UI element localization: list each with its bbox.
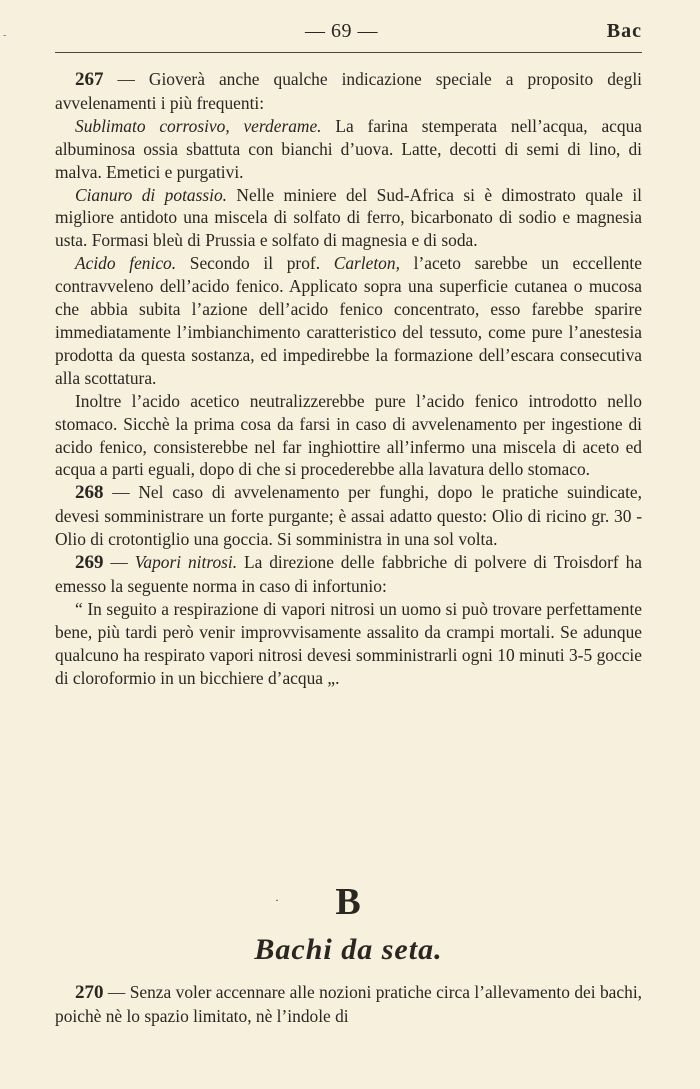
entry-heading: Vapori nitrosi. xyxy=(134,552,238,573)
entry-number: 267 xyxy=(75,69,104,90)
paragraph-text: — Nel caso di avvelenamento per funghi, dopo le pratiche suindicate, devesi somministrare un forte purgante; è assai adatto questo: Olio di ricino gr. 30 - Olio di crotontiglio una goccia. Si somministra in una sol volta. xyxy=(55,482,642,550)
paragraph-cianuro xyxy=(55,184,642,253)
paragraph-text: Secondo il prof. xyxy=(176,253,334,274)
entry-heading: Cianuro di potassio. xyxy=(75,184,228,205)
paragraph-quote xyxy=(55,598,642,690)
paragraph-text: Inoltre l’acido acetico neutralizzerebbe pure l’acido fenico introdotto nello stomaco. Sicchè la prima cosa da farsi in caso di avvelenamento per ingestione di acido fenico, consisterebbe nel far inghiottire all’infermo una miscela di aceto ed acqua a parti eguali, dopo di che si procederebbe alla lavatura dello stomaco. xyxy=(55,390,642,480)
decorative-dot: · xyxy=(275,893,279,907)
entry-number: 268 xyxy=(75,482,104,504)
entry-number: 269 xyxy=(75,552,104,574)
person-name: Carleton, xyxy=(333,253,400,274)
paragraph-text: — Senza voler accennare alle nozioni pratiche circa l’allevamento dei bachi, poichè nè lo spazio limitato, nè l’indole di xyxy=(55,982,642,1026)
header-rule xyxy=(55,52,642,53)
body-text xyxy=(55,68,642,689)
body-text-continued xyxy=(55,981,642,1028)
section-title: Bachi da seta. xyxy=(254,933,443,966)
running-head: Bac xyxy=(606,20,642,42)
margin-mark: - xyxy=(3,30,7,41)
paragraph-269: 269 — Vapori nitrosi. La direzione delle fabbriche di polvere di Troisdorf ha emesso la seguente norma in caso di infortunio: xyxy=(55,552,642,596)
paragraph-text: La farina stemperata nell’acqua, acqua albuminosa ossia sbattuta con bianchi d’uova. Latte, decotti di semi di lino, di malva. Emetici e purgativi. xyxy=(55,115,642,182)
entry-heading: Sublimato corrosivo, verderame. xyxy=(75,115,322,136)
page-header xyxy=(55,20,642,50)
paragraph-270 xyxy=(55,981,642,1028)
paragraph-268 xyxy=(55,481,642,551)
paragraph-acido-acetico xyxy=(55,390,642,482)
entry-number: 270 xyxy=(75,982,104,1003)
page-number: — 69 — xyxy=(305,20,378,42)
paragraph-text: — Gioverà anche qualche indicazione speciale a proposito degli avvelenamenti i più frequenti: xyxy=(55,69,642,113)
section-letter: B xyxy=(335,881,362,923)
paragraph-text: Nelle miniere del Sud-Africa si è dimostrato quale il migliore antidoto una miscela di solfato di ferro, bicarbonato di sodio e magnesia usta. Formasi bleù di Prussia e solfato di magnesia e di soda. xyxy=(55,184,642,251)
paragraph-acido-fenico xyxy=(55,252,642,389)
paragraph-267 xyxy=(55,68,642,115)
paragraph-text: La direzione delle fabbriche di polvere di Troisdorf ha emesso la seguente norma in caso di infortunio: xyxy=(55,552,642,596)
paragraph-sublimato xyxy=(55,115,642,184)
entry-heading: Acido fenico. xyxy=(75,253,177,274)
paragraph-text: l’aceto sarebbe un eccellente contravveleno dell’acido fenico. Applicato sopra una superficie cutanea o mucosa che abbia subita l’azione dell’acido fenico concentrato, esso farebbe sparire immediatamente l’imbianchimento caratteristico del tessuto, come pure l’anestesia prodotta da questa sostanza, ed impedirebbe la formazione dell’escara consecutiva alla scottatura. xyxy=(55,253,642,388)
paragraph-text: “ In seguito a respirazione di vapori nitrosi un uomo si può trovare perfettamente bene, più tardi però venir improvvisamente assalito da crampi mortali. Se adunque qualcuno ha respirato vapori nitrosi devesi somministrarli ogni 10 minuti 3-5 goccie di cloroformio in un bicchiere d’acqua „. xyxy=(55,598,642,688)
